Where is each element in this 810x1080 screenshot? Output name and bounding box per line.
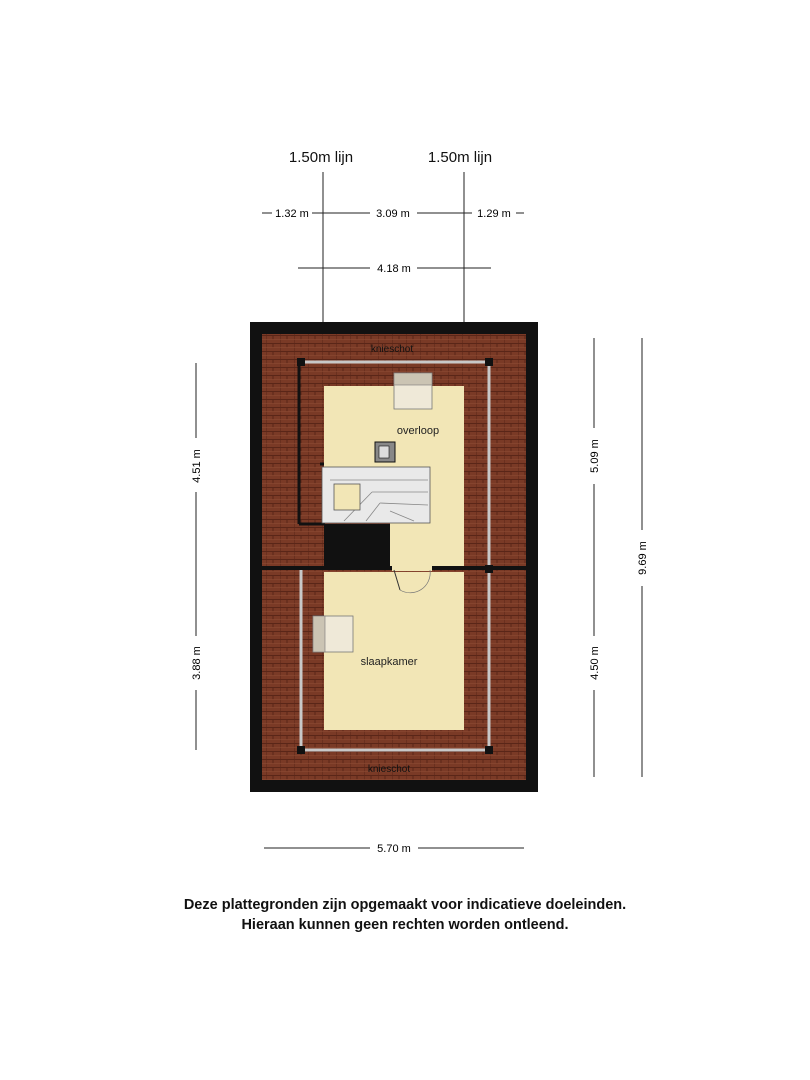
dim-right-upper: 5.09 m — [589, 439, 601, 473]
line-150-right — [428, 149, 492, 323]
room-label-bedroom: slaapkamer — [360, 656, 418, 668]
dim-top-left: 1.32 m — [275, 208, 309, 220]
duct-box-inner — [379, 446, 389, 458]
room-label-landing: overloop — [396, 425, 440, 437]
dim-bottom-width: 5.70 m — [377, 843, 411, 855]
dim-right-lower: 4.50 m — [589, 646, 601, 680]
dim-right-total: 9.69 m — [637, 541, 649, 575]
disclaimer-line-2: Hieraan kunnen geen rechten worden ontleend. — [241, 917, 569, 933]
dim-left-lower: 3.88 m — [191, 646, 203, 680]
line-150-left-label: 1.50m lijn — [288, 149, 354, 166]
skylight-overloop-top — [394, 373, 432, 385]
dim-inner-width: 4.18 m — [377, 263, 411, 275]
kneewall-label-top: knieschot — [370, 344, 414, 355]
dim-left-upper: 4.51 m — [191, 449, 203, 483]
line-150-right-label: 1.50m lijn — [427, 149, 493, 166]
dim-top-middle: 3.09 m — [376, 208, 410, 220]
staircase — [322, 467, 430, 523]
dim-right-line — [594, 338, 642, 777]
stairwell-void — [324, 524, 390, 568]
disclaimer-line-1: Deze plattegronden zijn opgemaakt voor indicatieve doeleinden. — [183, 897, 627, 913]
skylight-bedroom-side — [313, 616, 325, 652]
kneewall-label-bottom: knieschot — [367, 764, 411, 775]
line-150-left — [289, 149, 353, 323]
dim-top-right: 1.29 m — [477, 208, 511, 220]
